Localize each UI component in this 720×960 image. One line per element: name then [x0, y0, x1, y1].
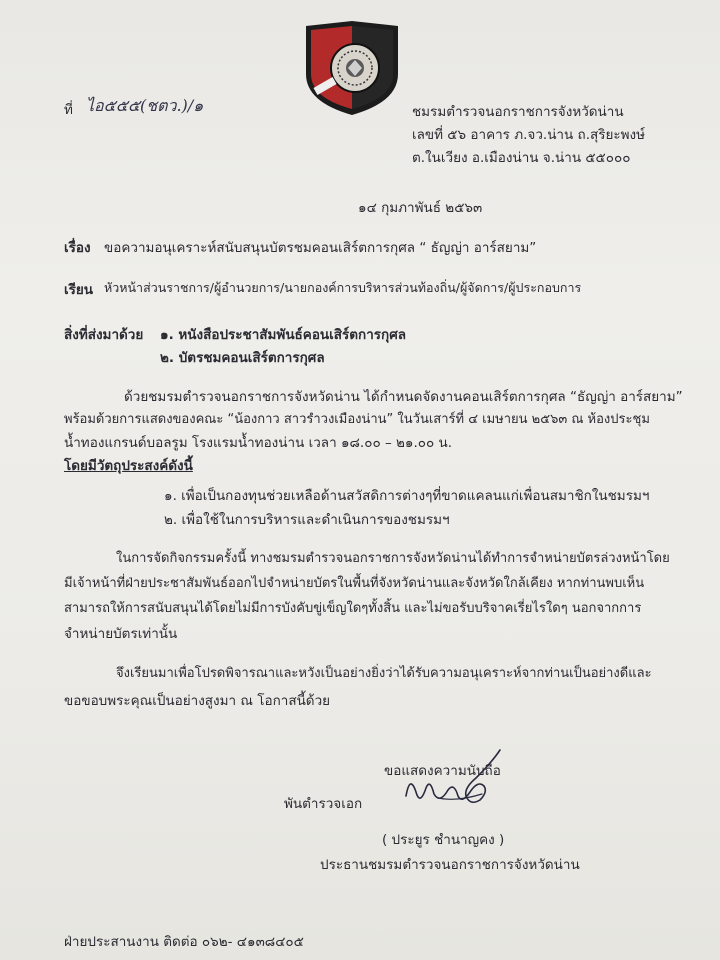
subject-label: เรื่อง [64, 240, 91, 256]
paragraph-1-line: พร้อมด้วยการแสดงของคณะ “น้องกาว สาวรำวงเมืองน่าน” ในวันเสาร์ที่ ๔ เมษายน ๒๕๖๓ ณ ห้องประชุม [64, 412, 650, 427]
paragraph-3-line: จึงเรียนมาเพื่อโปรดพิจารณาและหวังเป็นอย่างยิ่งว่าได้รับความอนุเคราะห์จากท่านเป็นอย่างดีและ [116, 666, 652, 681]
reference-label: ที่ [64, 102, 73, 118]
paragraph-2-line: ในการจัดกิจกรรมครั้งนี้ ทางชมรมตำรวจนอกราชการจังหวัดน่านได้ทำการจำหน่ายบัตรล่วงหน้าโดย [116, 551, 670, 566]
signer-title: ประธานชมรมตำรวจนอกราชการจังหวัดน่าน [320, 857, 580, 873]
subject-text: ขอความอนุเคราะห์สนับสนุนบัตรชมคอนเสิร์ตการกุศล “ ธัญญ่า อาร์สยาม” [104, 240, 537, 256]
footer-contact: ฝ่ายประสานงาน ติดต่อ ๐๖๒- ๔๑๓๘๔๐๕ [64, 934, 304, 950]
signature-image [396, 744, 506, 820]
address-line-1: เลขที่ ๕๖ อาคาร ภ.จว.น่าน ถ.สุริยะพงษ์ [412, 127, 646, 143]
police-club-logo [300, 18, 404, 118]
paragraph-3-line: ขอขอบพระคุณเป็นอย่างสูงมา ณ โอกาสนี้ด้วย [64, 693, 331, 709]
address-line-2: ต.ในเวียง อ.เมืองน่าน จ.น่าน ๕๕๐๐๐ [412, 150, 631, 166]
enclosure-item: ๑. หนังสือประชาสัมพันธ์คอนเสิร์ตการกุศล [160, 327, 407, 343]
enclosures-label: สิ่งที่ส่งมาด้วย [64, 327, 144, 343]
enclosure-item: ๒. บัตรชมคอนเสิร์ตการกุศล [160, 350, 325, 366]
recipient-text: หัวหน้าส่วนราชการ/ผู้อำนวยการ/นายกองค์การบริหารส่วนท้องถิ่น/ผู้จัดการ/ผู้ประกอบการ [104, 280, 582, 295]
closing-salutation: ขอแสดงความนับถือ [384, 763, 501, 779]
signer-rank: พันตำรวจเอก [284, 796, 363, 812]
objectives-heading: โดยมีวัตถุประสงค์ดังนี้ [64, 458, 193, 474]
org-name: ชมรมตำรวจนอกราชการจังหวัดน่าน [412, 104, 624, 120]
paragraph-1-line: ด้วยชมรมตำรวจนอกราชการจังหวัดน่าน ได้กำหนดจัดงานคอนเสิร์ตการกุศล “ธัญญ่า อาร์สยาม” [124, 389, 683, 405]
objective-item: ๑. เพื่อเป็นกองทุนช่วยเหลือด้านสวัสดิการต่างๆที่ขาดแคลนแก่เพื่อนสมาชิกในชมรมฯ [164, 488, 650, 504]
signer-name: ( ประยูร ชำนาญคง ) [382, 832, 505, 848]
recipient-label: เรียน [64, 282, 94, 298]
letter-date: ๑๔ กุมภาพันธ์ ๒๕๖๓ [358, 200, 483, 216]
objective-item: ๒. เพื่อใช้ในการบริหารและดำเนินการของชมรมฯ [164, 512, 450, 528]
paragraph-2-line: สามารถให้การสนับสนุนได้โดยไม่มีการบังคับขู่เข็ญใดๆทั้งสิ้น และไม่ขอรับบริจาคเรี่ยไรใดๆ นอกจากการ [64, 601, 642, 616]
paragraph-1-line: น้ำทองแกรนด์บอลรูม โรงแรมน้ำทองน่าน เวลา ๑๘.๐๐ – ๒๑.๐๐ น. [64, 435, 453, 451]
paragraph-2-line: มีเจ้าหน้าที่ฝ่ายประชาสัมพันธ์ออกไปจำหน่ายบัตรในพื้นที่จังหวัดน่านและจังหวัดใกล้เคียง หากท่านพบเห็น [64, 576, 645, 591]
paragraph-2-line: จำหน่ายบัตรเท่านั้น [64, 626, 178, 642]
reference-number: ไอ๕๕๕(ชตว.)/๑ [86, 96, 204, 115]
